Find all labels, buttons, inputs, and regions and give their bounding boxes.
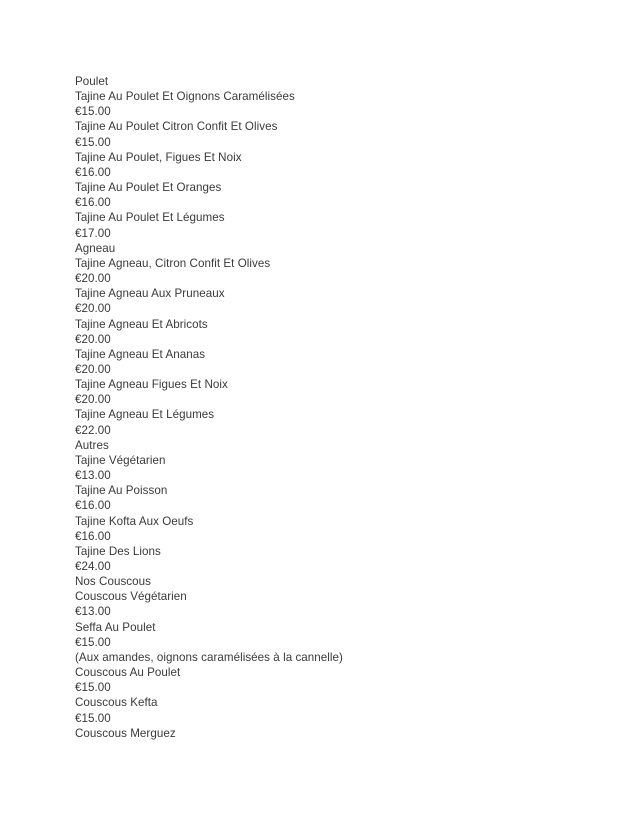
menu-item-name: Tajine Agneau Aux Pruneaux (75, 287, 225, 301)
menu-list (75, 74, 615, 741)
section-heading: Autres (75, 438, 109, 452)
menu-item-name: Tajine Au Poulet, Figues Et Noix (75, 150, 242, 164)
menu-item-name: Seffa Au Poulet (75, 620, 156, 634)
menu-item-price: €22.00 (75, 423, 111, 437)
menu-item-note: (Aux amandes, oignons caramélisées à la cannelle) (75, 650, 343, 664)
menu-item-name: Couscous Kefta (75, 696, 158, 710)
menu-item-price: €15.00 (75, 681, 111, 695)
menu-item-name: Tajine Agneau Et Ananas (75, 347, 206, 361)
menu-item-name: Tajine Agneau, Citron Confit Et Olives (75, 256, 271, 270)
menu-item-price: €16.00 (75, 196, 111, 210)
menu-item-name: Tajine Au Poisson (75, 484, 168, 498)
menu-item-name: Tajine Au Poulet Et Oignons Caramélisées (75, 90, 295, 104)
menu-item-price: €15.00 (75, 135, 111, 149)
menu-item-name: Tajine Kofta Aux Oeufs (75, 514, 194, 528)
menu-item-name: Tajine Au Poulet Et Oranges (75, 181, 222, 195)
menu-item-name: Tajine Végétarien (75, 453, 166, 467)
menu-item-price: €20.00 (75, 302, 111, 316)
menu-item-price: €15.00 (75, 105, 111, 119)
menu-item-price: €20.00 (75, 332, 111, 346)
section-heading: Poulet (75, 75, 109, 88)
menu-item-price: €17.00 (75, 226, 111, 240)
section-heading: Agneau (75, 241, 116, 255)
menu-item-price: €20.00 (75, 362, 111, 376)
menu-item-name: Couscous Au Poulet (75, 666, 181, 680)
menu-item-price: €16.00 (75, 499, 111, 513)
menu-item-name: Tajine Agneau Et Légumes (75, 408, 215, 422)
menu-item-name: Tajine Au Poulet Citron Confit Et Olives (75, 120, 278, 134)
menu-item-price: €15.00 (75, 711, 111, 725)
menu-item-price: €16.00 (75, 165, 111, 179)
menu-item-name: Tajine Au Poulet Et Légumes (75, 211, 225, 225)
menu-item-price: €16.00 (75, 529, 111, 543)
menu-item-price: €13.00 (75, 605, 111, 619)
menu-item-name: Tajine Agneau Et Abricots (75, 317, 208, 331)
menu-item-name: Couscous Merguez (75, 726, 176, 740)
menu-item-price: €20.00 (75, 272, 111, 286)
menu-item-name: Couscous Végétarien (75, 590, 187, 604)
menu-item-name: Tajine Des Lions (75, 544, 161, 558)
menu-item-price: €13.00 (75, 469, 111, 483)
section-heading: Nos Couscous (75, 575, 151, 589)
menu-item-name: Tajine Agneau Figues Et Noix (75, 378, 228, 392)
menu-item-price: €20.00 (75, 393, 111, 407)
menu-item-price: €15.00 (75, 635, 111, 649)
menu-item-price: €24.00 (75, 560, 111, 573)
